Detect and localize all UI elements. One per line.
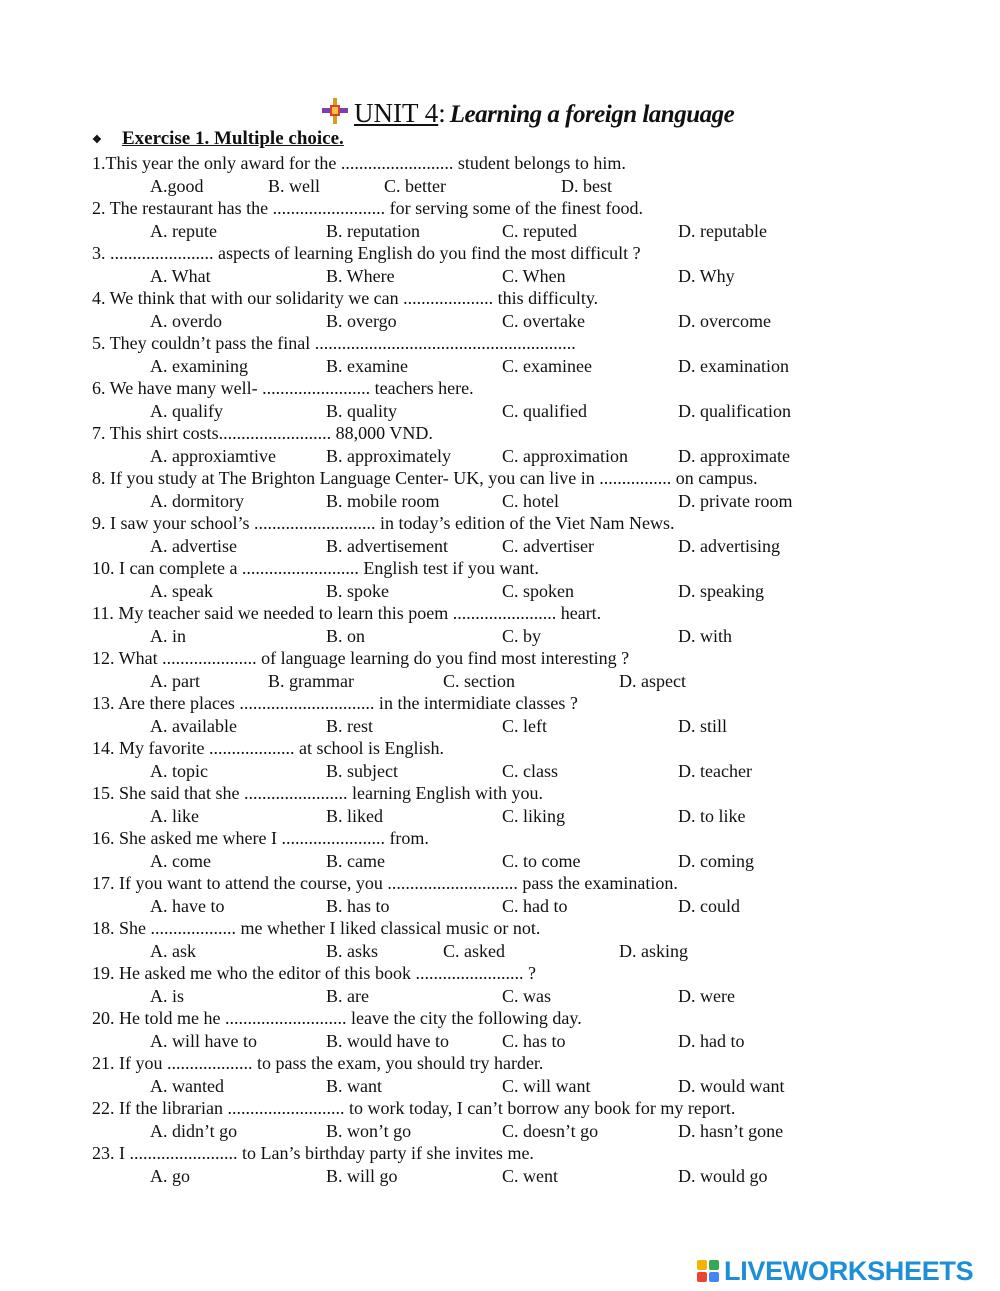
question-stem: 4. We think that with our solidarity we can .................... this difficulty.	[92, 288, 599, 308]
answer-option[interactable]: B. came	[326, 850, 385, 871]
answer-option[interactable]: C. will want	[502, 1075, 591, 1096]
answer-options	[92, 985, 972, 1008]
answer-option[interactable]: D. best	[561, 175, 612, 196]
answer-option[interactable]: A. examining	[150, 355, 248, 376]
answer-options	[92, 1165, 972, 1188]
answer-option[interactable]: B. spoke	[326, 580, 389, 601]
title-colon: :	[438, 98, 446, 128]
answer-options	[92, 715, 972, 738]
answer-option[interactable]: D. would want	[678, 1075, 785, 1096]
answer-option[interactable]: D. could	[678, 895, 740, 916]
answer-option[interactable]: B. Where	[326, 265, 395, 286]
question-item	[92, 692, 972, 737]
question-stem: 13. Are there places .............................. in the intermidiate classes ?	[92, 693, 578, 713]
question-stem: 11. My teacher said we needed to learn this poem ....................... heart.	[92, 603, 602, 623]
answer-option[interactable]: B. on	[326, 625, 366, 646]
answer-options	[92, 175, 972, 198]
answer-option[interactable]: D. approximate	[678, 445, 790, 466]
diamond-bullet-icon: ❖	[92, 133, 102, 146]
question-item	[92, 152, 972, 197]
question-stem: 10. I can complete a .......................... English test if you want.	[92, 558, 539, 578]
question-item	[92, 602, 972, 647]
answer-option[interactable]: C. advertiser	[502, 535, 594, 556]
answer-option[interactable]: D. reputable	[678, 220, 767, 241]
answer-option[interactable]: D. hasn’t gone	[678, 1120, 784, 1141]
liveworksheets-logo	[697, 1256, 973, 1286]
answer-option[interactable]: B. has to	[326, 895, 390, 916]
answer-option[interactable]: A. approxiamtive	[150, 445, 276, 466]
answer-option[interactable]: A. like	[150, 805, 199, 826]
question-item	[92, 467, 972, 512]
star-cross-icon	[320, 96, 350, 126]
answer-options	[92, 625, 972, 648]
logo-block	[709, 1260, 719, 1270]
question-stem: 19. He asked me who the editor of this book ........................ ?	[92, 963, 536, 983]
answer-option[interactable]: B. approximately	[326, 445, 451, 466]
answer-option[interactable]: C. hotel	[502, 490, 559, 511]
page-title	[320, 92, 734, 126]
answer-option[interactable]: A. didn’t go	[150, 1120, 238, 1141]
answer-option[interactable]: B. examine	[326, 355, 408, 376]
answer-option[interactable]: A. advertise	[150, 535, 237, 556]
answer-options	[92, 580, 972, 603]
question-item	[92, 962, 972, 1007]
answer-option[interactable]: A. have to	[150, 895, 225, 916]
answer-option[interactable]: C. approximation	[502, 445, 628, 466]
answer-option[interactable]: A. part	[150, 670, 200, 691]
answer-option[interactable]: B. grammar	[268, 670, 354, 691]
answer-option[interactable]: B. won’t go	[326, 1120, 412, 1141]
answer-option[interactable]: A. repute	[150, 220, 217, 241]
answer-option[interactable]: A. overdo	[150, 310, 222, 331]
question-stem: 12. What ..................... of language learning do you find most interesting ?	[92, 648, 630, 668]
answer-option[interactable]: C. better	[384, 175, 446, 196]
answer-option[interactable]: D. still	[678, 715, 728, 736]
liveworksheets-logo-icon	[697, 1260, 719, 1282]
question-stem: 5. They couldn’t pass the final ..........................................................	[92, 333, 576, 353]
answer-option[interactable]: D. to like	[678, 805, 746, 826]
question-item	[92, 737, 972, 782]
answer-option[interactable]: D. would go	[678, 1165, 768, 1186]
answer-option[interactable]: D. were	[678, 985, 735, 1006]
answer-option[interactable]: D. with	[678, 625, 732, 646]
answer-options	[92, 490, 972, 513]
answer-option[interactable]: A. in	[150, 625, 186, 646]
question-stem: 18. She ................... me whether I liked classical music or not.	[92, 918, 541, 938]
question-stem: 14. My favorite ................... at school is English.	[92, 738, 444, 758]
answer-options	[92, 220, 972, 243]
answer-option[interactable]: D. asking	[619, 940, 688, 961]
question-stem: 7. This shirt costs......................... 88,000 VND.	[92, 423, 433, 443]
answer-option[interactable]: C. class	[502, 760, 558, 781]
answer-options	[92, 895, 972, 918]
logo-text: LIVEWORKSHEETS	[724, 1255, 974, 1286]
answer-option[interactable]: C. to come	[502, 850, 581, 871]
question-stem: 8. If you study at The Brighton Language Center- UK, you can live in ................ on campus.	[92, 468, 758, 488]
answer-option[interactable]: A. qualify	[150, 400, 223, 421]
answer-options	[92, 670, 972, 693]
answer-options	[92, 850, 972, 873]
answer-option[interactable]: B. will go	[326, 1165, 398, 1186]
answer-option[interactable]: D. teacher	[678, 760, 752, 781]
logo-block	[697, 1272, 707, 1282]
answer-option[interactable]: D. coming	[678, 850, 754, 871]
answer-option[interactable]: C. left	[502, 715, 547, 736]
question-item	[92, 917, 972, 962]
question-stem: 3. ....................... aspects of learning English do you find the most difficult ?	[92, 243, 641, 263]
answer-option[interactable]: D. private room	[678, 490, 793, 511]
question-item	[92, 872, 972, 917]
answer-option[interactable]: C. asked	[443, 940, 505, 961]
question-item	[92, 1142, 972, 1187]
question-stem: 20. He told me he ........................... leave the city the following day.	[92, 1008, 582, 1028]
answer-option[interactable]: B. are	[326, 985, 369, 1006]
answer-option[interactable]: B. advertisement	[326, 535, 448, 556]
question-list	[92, 152, 972, 1187]
answer-option[interactable]: C. was	[502, 985, 551, 1006]
question-item	[92, 647, 972, 692]
answer-option[interactable]: C. went	[502, 1165, 558, 1186]
answer-option[interactable]: D. examination	[678, 355, 789, 376]
answer-option[interactable]: D. speaking	[678, 580, 764, 601]
answer-option[interactable]: A. dormitory	[150, 490, 244, 511]
question-item	[92, 557, 972, 602]
answer-option[interactable]: A. is	[150, 985, 185, 1006]
answer-option[interactable]: D. had to	[678, 1030, 745, 1051]
question-stem: 22. If the librarian .......................... to work today, I can’t borrow any book for my report.	[92, 1098, 736, 1118]
answer-option[interactable]: A. topic	[150, 760, 208, 781]
answer-option[interactable]: C. examinee	[502, 355, 592, 376]
answer-options	[92, 535, 972, 558]
unit-subtitle: Learning a foreign language	[449, 101, 735, 128]
answer-option[interactable]: A. go	[150, 1165, 190, 1186]
question-item	[92, 1097, 972, 1142]
answer-option[interactable]: B. would have to	[326, 1030, 449, 1051]
logo-block	[709, 1272, 719, 1282]
answer-option[interactable]: C. liking	[502, 805, 566, 826]
answer-option[interactable]: A. ask	[150, 940, 196, 961]
answer-option[interactable]: D. advertising	[678, 535, 780, 556]
answer-option[interactable]: C. doesn’t go	[502, 1120, 599, 1141]
answer-option[interactable]: D. overcome	[678, 310, 771, 331]
unit-label: UNIT 4	[354, 98, 439, 128]
answer-options	[92, 400, 972, 423]
answer-options	[92, 355, 972, 378]
answer-option[interactable]: D. aspect	[619, 670, 686, 691]
answer-options	[92, 760, 972, 783]
answer-option[interactable]: B. rest	[326, 715, 373, 736]
answer-option[interactable]: C. had to	[502, 895, 568, 916]
question-stem: 2. The restaurant has the ......................... for serving some of the finest food.	[92, 198, 644, 218]
question-item	[92, 422, 972, 467]
answer-option[interactable]: C. qualified	[502, 400, 587, 421]
answer-option[interactable]: C. has to	[502, 1030, 566, 1051]
answer-option[interactable]: C. overtake	[502, 310, 585, 331]
question-stem: 6. We have many well- ........................ teachers here.	[92, 378, 474, 398]
answer-option[interactable]: C. by	[502, 625, 542, 646]
question-stem: 15. She said that she ....................... learning English with you.	[92, 783, 543, 803]
question-stem: 1.This year the only award for the ......................... student belongs to him.	[92, 153, 626, 173]
answer-option[interactable]: C. When	[502, 265, 566, 286]
question-item	[92, 377, 972, 422]
question-item	[92, 1007, 972, 1052]
answer-option[interactable]: B. mobile room	[326, 490, 440, 511]
question-stem: 16. She asked me where I ....................... from.	[92, 828, 429, 848]
answer-options	[92, 310, 972, 333]
answer-option[interactable]: B. reputation	[326, 220, 420, 241]
question-item	[92, 332, 972, 377]
answer-option[interactable]: A. What	[150, 265, 211, 286]
answer-option[interactable]: B. subject	[326, 760, 398, 781]
question-item	[92, 827, 972, 872]
question-item	[92, 287, 972, 332]
question-stem: 9. I saw your school’s ........................... in today’s edition of the Viet Nam News.	[92, 513, 675, 533]
answer-options	[92, 1030, 972, 1053]
exercise-heading	[92, 128, 344, 150]
exercise-title: Exercise 1. Multiple choice.	[122, 128, 344, 149]
answer-option[interactable]: B. want	[326, 1075, 382, 1096]
answer-option[interactable]: B. quality	[326, 400, 397, 421]
question-item	[92, 512, 972, 557]
answer-option[interactable]: C. spoken	[502, 580, 574, 601]
answer-option[interactable]: A. come	[150, 850, 211, 871]
question-stem: 17. If you want to attend the course, you ............................. pass the examination.	[92, 873, 678, 893]
answer-option[interactable]: D. Why	[678, 265, 735, 286]
question-stem: 23. I ........................ to Lan’s birthday party if she invites me.	[92, 1143, 534, 1163]
answer-options	[92, 265, 972, 288]
answer-options	[92, 805, 972, 828]
answer-option[interactable]: C. section	[443, 670, 515, 691]
question-item	[92, 1052, 972, 1097]
question-item	[92, 242, 972, 287]
answer-option[interactable]: B. liked	[326, 805, 383, 826]
answer-option[interactable]: B. well	[268, 175, 320, 196]
question-stem: 21. If you ................... to pass the exam, you should try harder.	[92, 1053, 544, 1073]
answer-options	[92, 1075, 972, 1098]
answer-option[interactable]: A. wanted	[150, 1075, 224, 1096]
answer-option[interactable]: A. will have to	[150, 1030, 257, 1051]
answer-option[interactable]: A. available	[150, 715, 237, 736]
answer-option[interactable]: C. reputed	[502, 220, 577, 241]
answer-option[interactable]: A. speak	[150, 580, 213, 601]
answer-option[interactable]: A.good	[150, 175, 204, 196]
answer-options	[92, 445, 972, 468]
logo-block	[697, 1260, 707, 1270]
question-item	[92, 197, 972, 242]
answer-option[interactable]: D. qualification	[678, 400, 791, 421]
answer-option[interactable]: B. asks	[326, 940, 379, 961]
answer-options	[92, 940, 972, 963]
answer-options	[92, 1120, 972, 1143]
answer-option[interactable]: B. overgo	[326, 310, 397, 331]
question-item	[92, 782, 972, 827]
